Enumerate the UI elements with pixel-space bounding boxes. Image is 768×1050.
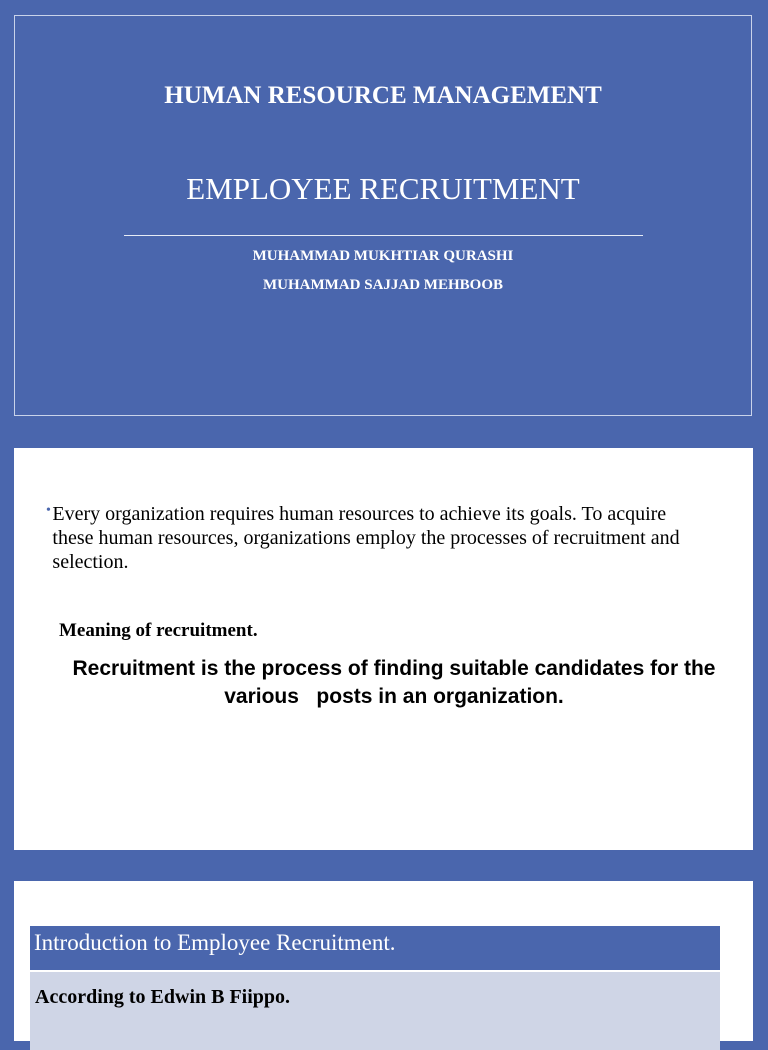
bullet-text: Every organization requires human resources to achieve its goals. To acquire these human resources, organizations employ the processes of recruitment and selection. <box>52 503 680 573</box>
bullet-item <box>46 502 706 574</box>
course-title: HUMAN RESOURCE MANAGEMENT <box>164 82 602 109</box>
introduction-slide <box>14 881 753 1041</box>
title-divider <box>124 235 643 236</box>
table-header: Introduction to Employee Recruitment. <box>30 926 720 970</box>
recruitment-definition: Recruitment is the process of finding suitable candidates for the various posts in an organization. <box>72 657 722 708</box>
table-cell: According to Edwin B Fiippo. <box>35 986 291 1008</box>
title-slide <box>14 15 752 416</box>
slide-title: EMPLOYEE RECRUITMENT <box>186 171 580 206</box>
author-name: MUHAMMAD MUKHTIAR QURASHI <box>252 248 514 264</box>
author-name: MUHAMMAD SAJJAD MEHBOOB <box>263 277 503 293</box>
meaning-heading: Meaning of recruitment. <box>59 620 258 641</box>
bullet-icon: • <box>46 503 51 518</box>
recruitment-meaning-slide <box>14 448 753 850</box>
table-row <box>30 970 720 1050</box>
